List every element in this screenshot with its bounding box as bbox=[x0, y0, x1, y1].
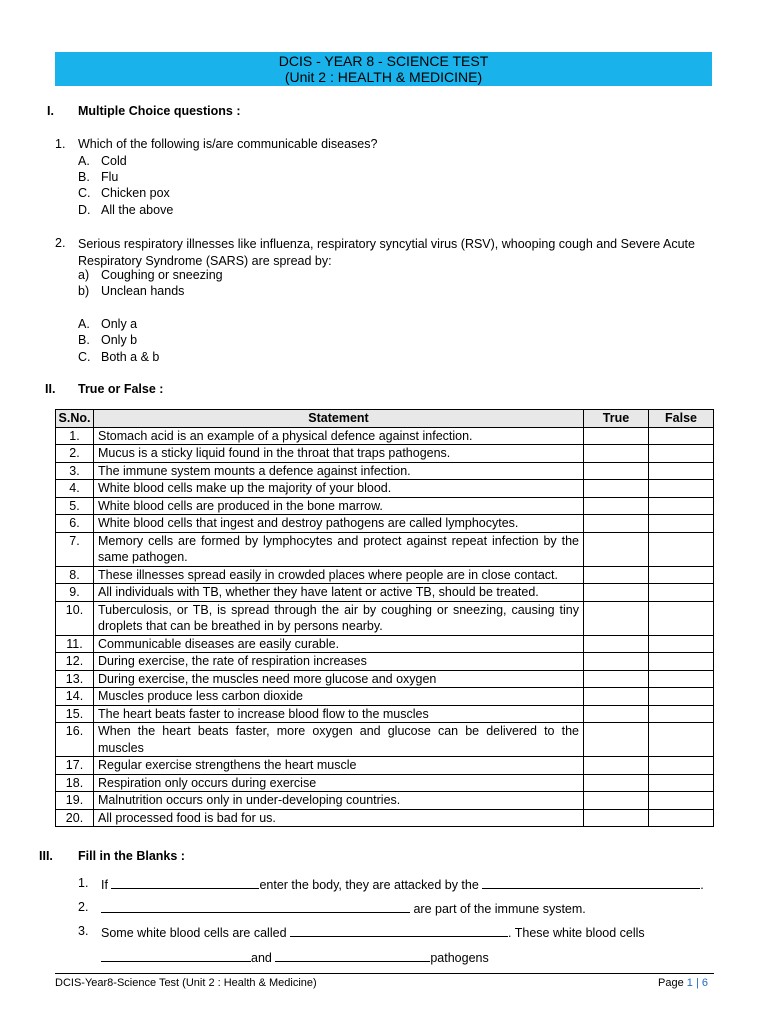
fill-q1 bbox=[101, 876, 704, 892]
true-cell[interactable] bbox=[584, 601, 649, 635]
table-row bbox=[56, 723, 714, 757]
row-statement: Memory cells are formed by lymphocytes and protect against repeat infection by the same pathogen. bbox=[94, 532, 584, 566]
false-cell[interactable] bbox=[649, 809, 714, 827]
false-cell[interactable] bbox=[649, 445, 714, 463]
row-statement: During exercise, the muscles need more glucose and oxygen bbox=[94, 670, 584, 688]
footer-divider bbox=[55, 973, 714, 974]
true-cell[interactable] bbox=[584, 427, 649, 445]
fill-q3-line2 bbox=[101, 949, 489, 965]
row-statement: Muscles produce less carbon dioxide bbox=[94, 688, 584, 706]
false-cell[interactable] bbox=[649, 688, 714, 706]
true-cell[interactable] bbox=[584, 445, 649, 463]
row-statement: Regular exercise strengthens the heart muscle bbox=[94, 757, 584, 775]
table-header-row bbox=[56, 410, 714, 428]
table-row bbox=[56, 584, 714, 602]
false-cell[interactable] bbox=[649, 480, 714, 498]
table-row bbox=[56, 566, 714, 584]
row-number: 18. bbox=[56, 774, 94, 792]
section-3-title: Fill in the Blanks : bbox=[78, 849, 185, 863]
true-false-table bbox=[55, 409, 714, 827]
true-cell[interactable] bbox=[584, 497, 649, 515]
sno-header: S.No. bbox=[56, 410, 94, 428]
section-1-title: Multiple Choice questions : bbox=[78, 104, 241, 118]
false-cell[interactable] bbox=[649, 757, 714, 775]
fill-q3-blank-2[interactable] bbox=[101, 949, 251, 962]
false-cell[interactable] bbox=[649, 635, 714, 653]
row-number: 7. bbox=[56, 532, 94, 566]
fill-q1-part3: . bbox=[700, 878, 704, 892]
q2-option-letter: C. bbox=[78, 350, 91, 364]
section-2-title: True or False : bbox=[78, 382, 164, 396]
true-cell[interactable] bbox=[584, 566, 649, 584]
q2-option-letter: A. bbox=[78, 317, 90, 331]
q1-text: Which of the following is/are communicable diseases? bbox=[78, 137, 378, 151]
row-number: 10. bbox=[56, 601, 94, 635]
row-statement: The immune system mounts a defence against infection. bbox=[94, 462, 584, 480]
table-row bbox=[56, 774, 714, 792]
section-2-number: II. bbox=[45, 382, 56, 396]
true-cell[interactable] bbox=[584, 480, 649, 498]
row-number: 2. bbox=[56, 445, 94, 463]
row-statement: During exercise, the rate of respiration increases bbox=[94, 653, 584, 671]
fill-q3-part4: pathogens bbox=[430, 951, 489, 965]
fill-q3-line1 bbox=[101, 924, 645, 940]
row-statement: White blood cells make up the majority of your blood. bbox=[94, 480, 584, 498]
row-number: 14. bbox=[56, 688, 94, 706]
row-number: 8. bbox=[56, 566, 94, 584]
fill-q3-part1: Some white blood cells are called bbox=[101, 926, 287, 940]
q1-option-letter: B. bbox=[78, 170, 90, 184]
table-row bbox=[56, 705, 714, 723]
true-cell[interactable] bbox=[584, 723, 649, 757]
false-cell[interactable] bbox=[649, 497, 714, 515]
fill-q3-part3: and bbox=[251, 951, 272, 965]
row-statement: Communicable diseases are easily curable. bbox=[94, 635, 584, 653]
page-label: Page bbox=[658, 977, 684, 989]
true-cell[interactable] bbox=[584, 462, 649, 480]
row-statement: White blood cells that ingest and destroy pathogens are called lymphocytes. bbox=[94, 515, 584, 533]
row-number: 13. bbox=[56, 670, 94, 688]
true-header: True bbox=[584, 410, 649, 428]
false-cell[interactable] bbox=[649, 566, 714, 584]
q1-option-letter: C. bbox=[78, 186, 91, 200]
row-statement: When the heart beats faster, more oxygen and glucose can be delivered to the muscles bbox=[94, 723, 584, 757]
false-cell[interactable] bbox=[649, 670, 714, 688]
q1-option-letter: D. bbox=[78, 203, 91, 217]
fill-q2 bbox=[101, 900, 586, 916]
row-number: 12. bbox=[56, 653, 94, 671]
row-number: 16. bbox=[56, 723, 94, 757]
q2-sub-text: Coughing or sneezing bbox=[101, 268, 223, 282]
true-cell[interactable] bbox=[584, 515, 649, 533]
table-row bbox=[56, 515, 714, 533]
row-statement: Respiration only occurs during exercise bbox=[94, 774, 584, 792]
footer-document-name: DCIS-Year8-Science Test (Unit 2 : Health & Medicine) bbox=[55, 977, 317, 989]
q2-option-text: Only a bbox=[101, 317, 138, 331]
table-row bbox=[56, 601, 714, 635]
true-cell[interactable] bbox=[584, 792, 649, 810]
row-statement: All processed food is bad for us. bbox=[94, 809, 584, 827]
row-statement: All individuals with TB, whether they have latent or active TB, should be treated. bbox=[94, 584, 584, 602]
false-header: False bbox=[649, 410, 714, 428]
table-row bbox=[56, 462, 714, 480]
row-number: 17. bbox=[56, 757, 94, 775]
row-number: 4. bbox=[56, 480, 94, 498]
q2-sub-letter: b) bbox=[78, 284, 90, 298]
q2-option-text: Only b bbox=[101, 333, 138, 347]
fill-q2-blank[interactable] bbox=[101, 900, 410, 913]
fill-q1-part1: If bbox=[101, 878, 108, 892]
true-cell[interactable] bbox=[584, 774, 649, 792]
table-row bbox=[56, 497, 714, 515]
q1-option-text: Cold bbox=[101, 154, 127, 168]
false-cell[interactable] bbox=[649, 584, 714, 602]
row-number: 1. bbox=[56, 427, 94, 445]
q2-option-text: Both a & b bbox=[101, 350, 160, 364]
fill-q3-blank-3[interactable] bbox=[275, 949, 430, 962]
q1-option-text: Flu bbox=[101, 170, 119, 184]
table-row bbox=[56, 480, 714, 498]
row-number: 11. bbox=[56, 635, 94, 653]
false-cell[interactable] bbox=[649, 462, 714, 480]
false-cell[interactable] bbox=[649, 601, 714, 635]
table-row bbox=[56, 532, 714, 566]
q2-sub-text: Unclean hands bbox=[101, 284, 185, 298]
false-cell[interactable] bbox=[649, 653, 714, 671]
fill-q1-blank-2[interactable] bbox=[482, 876, 700, 889]
fill-q2-number: 2. bbox=[78, 900, 89, 914]
row-statement: White blood cells are produced in the bone marrow. bbox=[94, 497, 584, 515]
test-subtitle: (Unit 2 : HEALTH & MEDICINE) bbox=[284, 69, 483, 85]
true-cell[interactable] bbox=[584, 635, 649, 653]
q2-text: Serious respiratory illnesses like influenza, respiratory syncytial virus (RSV), whooping cough and Severe Acute Respiratory Syndrome (SARS) are spread by: bbox=[78, 237, 695, 268]
q1-option-letter: A. bbox=[78, 154, 90, 168]
false-cell[interactable] bbox=[649, 723, 714, 757]
table-row bbox=[56, 757, 714, 775]
row-statement: Stomach acid is an example of a physical defence against infection. bbox=[94, 427, 584, 445]
page-separator: | bbox=[695, 977, 699, 989]
fill-q2-part1: are part of the immune system. bbox=[413, 902, 586, 916]
test-title: DCIS - YEAR 8 - SCIENCE TEST bbox=[278, 53, 489, 69]
table-row bbox=[56, 427, 714, 445]
row-number: 6. bbox=[56, 515, 94, 533]
true-cell[interactable] bbox=[584, 688, 649, 706]
false-cell[interactable] bbox=[649, 705, 714, 723]
row-number: 15. bbox=[56, 705, 94, 723]
fill-q3-part2: . These white blood cells bbox=[508, 926, 645, 940]
row-number: 3. bbox=[56, 462, 94, 480]
row-statement: Mucus is a sticky liquid found in the throat that traps pathogens. bbox=[94, 445, 584, 463]
q1-option-text: All the above bbox=[101, 203, 174, 217]
true-cell[interactable] bbox=[584, 705, 649, 723]
row-number: 20. bbox=[56, 809, 94, 827]
table-row bbox=[56, 635, 714, 653]
false-cell[interactable] bbox=[649, 515, 714, 533]
row-statement: Tuberculosis, or TB, is spread through the air by coughing or sneezing, causing tiny droplets that can be breathed in by persons nearby. bbox=[94, 601, 584, 635]
test-title-banner bbox=[55, 52, 712, 86]
q2-number: 2. bbox=[55, 236, 66, 250]
true-cell[interactable] bbox=[584, 653, 649, 671]
q2-option-letter: B. bbox=[78, 333, 90, 347]
section-1-number: I. bbox=[47, 104, 54, 118]
table-row bbox=[56, 792, 714, 810]
page-number: 1 bbox=[686, 977, 693, 989]
row-number: 5. bbox=[56, 497, 94, 515]
fill-q1-number: 1. bbox=[78, 876, 89, 890]
footer-page-indicator bbox=[658, 977, 708, 989]
table-row bbox=[56, 688, 714, 706]
q1-option-text: Chicken pox bbox=[101, 186, 170, 200]
row-statement: These illnesses spread easily in crowded places where people are in close contact. bbox=[94, 566, 584, 584]
q1-number: 1. bbox=[55, 137, 66, 151]
section-3-number: III. bbox=[39, 849, 53, 863]
fill-q1-part2: enter the body, they are attacked by the bbox=[259, 878, 479, 892]
false-cell[interactable] bbox=[649, 427, 714, 445]
table-row bbox=[56, 445, 714, 463]
fill-q3-number: 3. bbox=[78, 924, 89, 938]
false-cell[interactable] bbox=[649, 532, 714, 566]
row-statement: The heart beats faster to increase blood flow to the muscles bbox=[94, 705, 584, 723]
row-number: 19. bbox=[56, 792, 94, 810]
fill-q1-blank-1[interactable] bbox=[111, 876, 259, 889]
q2-sub-letter: a) bbox=[78, 268, 90, 282]
false-cell[interactable] bbox=[649, 774, 714, 792]
true-cell[interactable] bbox=[584, 584, 649, 602]
true-cell[interactable] bbox=[584, 670, 649, 688]
table-row bbox=[56, 653, 714, 671]
row-statement: Malnutrition occurs only in under-developing countries. bbox=[94, 792, 584, 810]
statement-header: Statement bbox=[94, 410, 584, 428]
table-row bbox=[56, 809, 714, 827]
page-total: 6 bbox=[701, 977, 708, 989]
true-cell[interactable] bbox=[584, 532, 649, 566]
true-cell[interactable] bbox=[584, 809, 649, 827]
false-cell[interactable] bbox=[649, 792, 714, 810]
table-row bbox=[56, 670, 714, 688]
true-cell[interactable] bbox=[584, 757, 649, 775]
fill-q3-blank-1[interactable] bbox=[290, 924, 508, 937]
row-number: 9. bbox=[56, 584, 94, 602]
